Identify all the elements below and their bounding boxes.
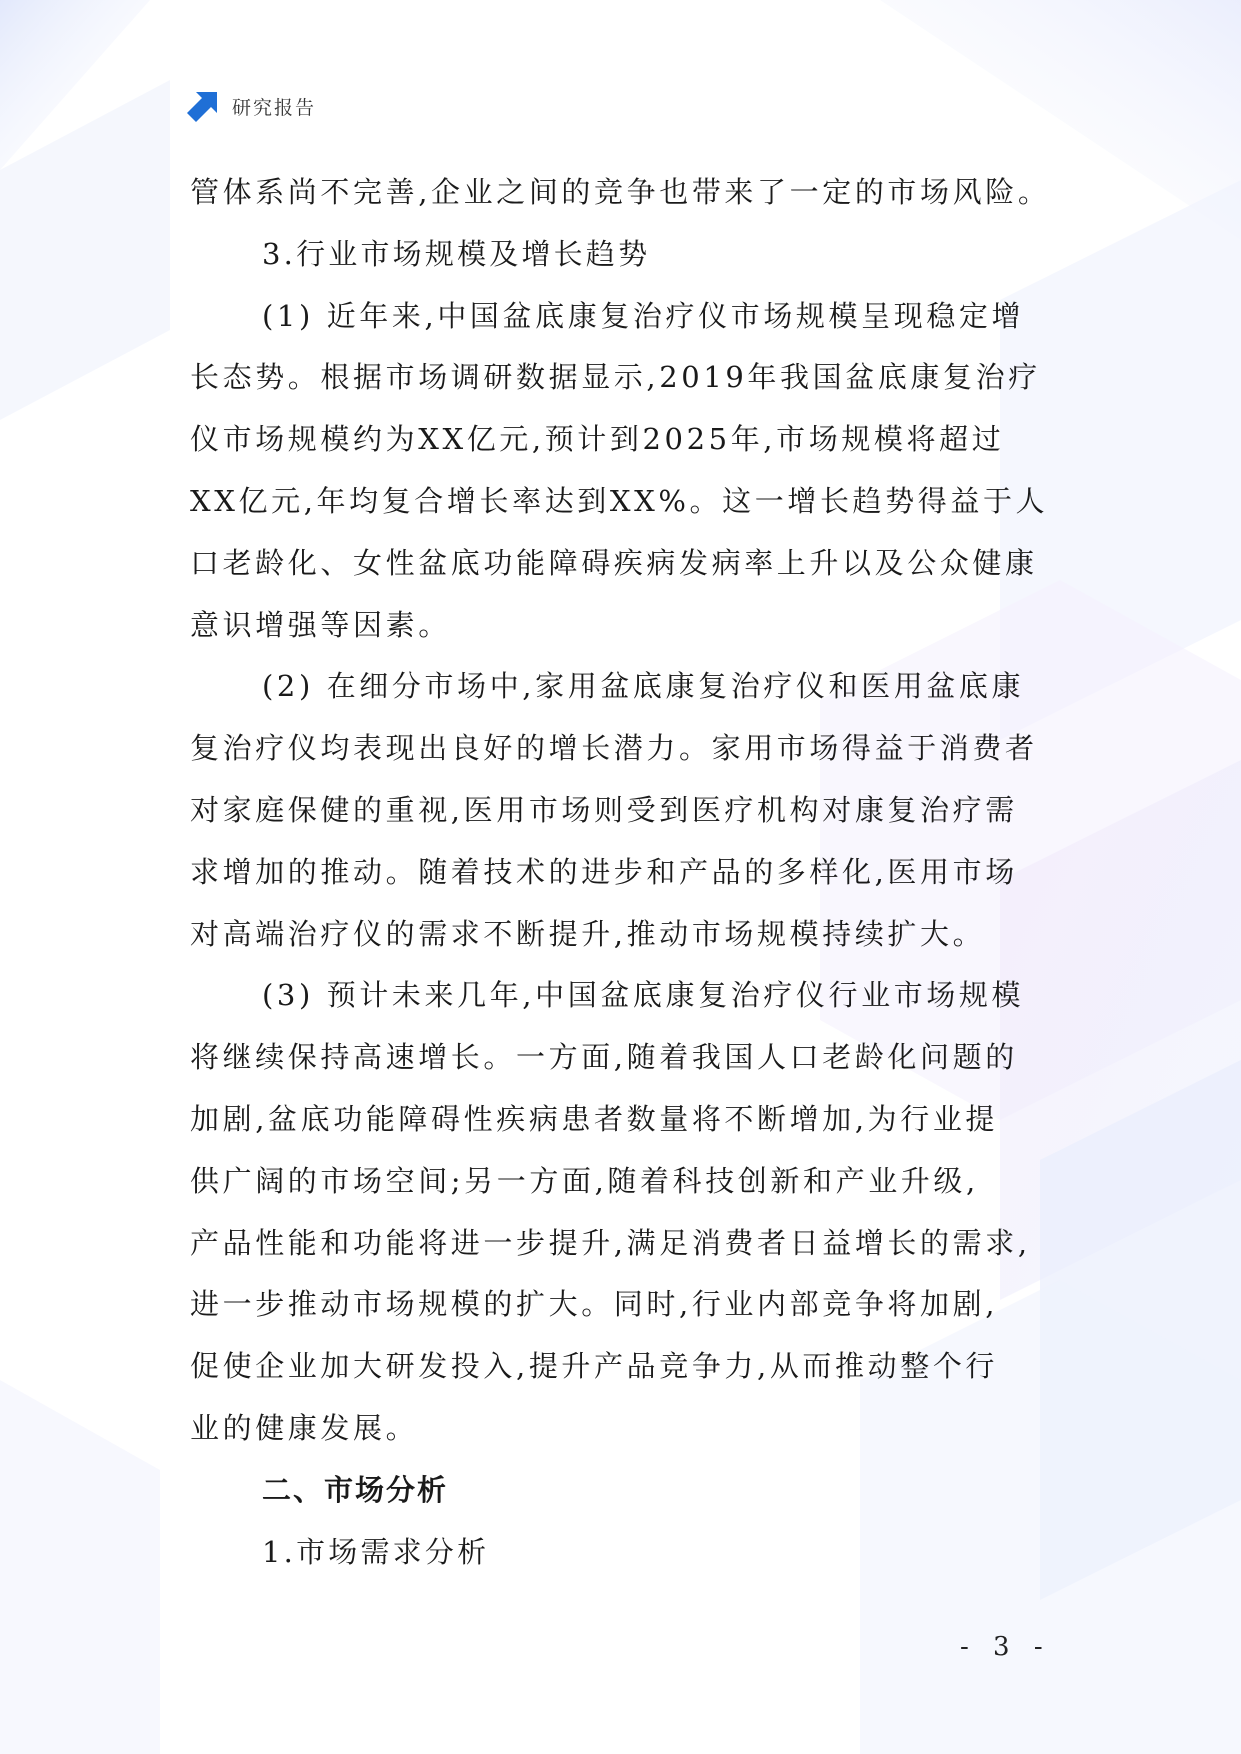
paragraph-line: 求增加的推动。随着技术的进步和产品的多样化,医用市场 xyxy=(190,854,1018,889)
header-title: 研究报告 xyxy=(232,96,317,119)
page-number: - 3 - xyxy=(960,1632,1051,1662)
arrow-up-right-icon xyxy=(186,89,220,123)
paragraph-line: (2) 在细分市场中,家用盆底康复治疗仪和医用盆底康 xyxy=(262,669,1025,704)
paragraph-line: 供广阔的市场空间;另一方面,随着科技创新和产业升级, xyxy=(190,1163,979,1198)
paragraph-line: 口老龄化、女性盆底功能障碍疾病发病率上升以及公众健康 xyxy=(190,545,1038,580)
section-heading: 3.行业市场规模及增长趋势 xyxy=(262,236,651,271)
paragraph-line: 促使企业加大研发投入,提升产品竞争力,从而推动整个行 xyxy=(190,1349,999,1384)
paragraph-line: 对家庭保健的重视,医用市场则受到医疗机构对康复治疗需 xyxy=(190,792,1018,827)
report-header xyxy=(186,90,316,122)
paragraph-line: 管体系尚不完善,企业之间的竞争也带来了一定的市场风险。 xyxy=(190,175,1051,209)
paragraph-line: XX亿元,年均复合增长率达到XX%。这一增长趋势得益于人 xyxy=(190,483,1049,518)
paragraph-line: (3) 预计未来几年,中国盆底康复治疗仪行业市场规模 xyxy=(262,978,1025,1013)
paragraph-line: 进一步推动市场规模的扩大。同时,行业内部竞争将加剧, xyxy=(190,1287,999,1322)
paragraph-line: (1) 近年来,中国盆底康复治疗仪市场规模呈现稳定增 xyxy=(262,298,1025,333)
body-text xyxy=(190,162,1060,1583)
paragraph-line: 长态势。根据市场调研数据显示,2019年我国盆底康复治疗 xyxy=(190,360,1041,395)
paragraph-line: 意识增强等因素。 xyxy=(190,607,451,642)
section-heading: 1.市场需求分析 xyxy=(262,1534,490,1569)
paragraph-line: 业的健康发展。 xyxy=(190,1410,419,1445)
chapter-heading: 二、市场分析 xyxy=(262,1472,449,1507)
paragraph-line: 将继续保持高速增长。一方面,随着我国人口老龄化问题的 xyxy=(190,1040,1018,1075)
paragraph-line: 仪市场规模约为XX亿元,预计到2025年,市场规模将超过 xyxy=(190,422,1005,457)
paragraph-line: 复治疗仪均表现出良好的增长潜力。家用市场得益于消费者 xyxy=(190,731,1038,766)
paragraph-line: 对高端治疗仪的需求不断提升,推动市场规模持续扩大。 xyxy=(190,916,986,951)
paragraph-line: 产品性能和功能将进一步提升,满足消费者日益增长的需求, xyxy=(190,1225,1031,1260)
paragraph-line: 加剧,盆底功能障碍性疾病患者数量将不断增加,为行业提 xyxy=(190,1101,999,1136)
